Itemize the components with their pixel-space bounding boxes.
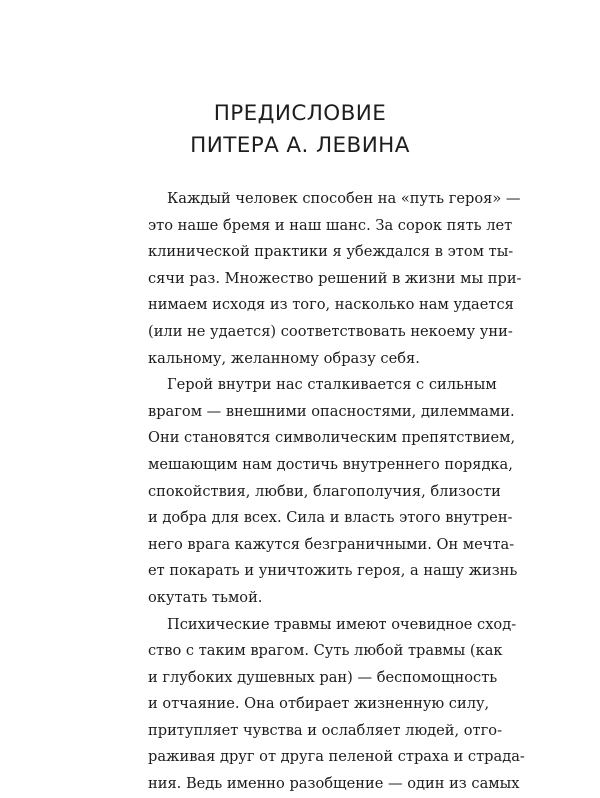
paragraph-2-line: Герой внутри нас сталкивается с сильным <box>167 376 497 394</box>
paragraph-2-line: мешающим нам достичь внутреннего порядка, <box>148 455 513 473</box>
paragraph-2-line: него врага кажутся безграничными. Он мечта- <box>148 535 515 553</box>
paragraph-2-line: окутать тьмой. <box>148 588 263 606</box>
paragraph-2-line: Они становятся символическим препятствием, <box>148 429 516 447</box>
chapter-title-line-1: ПРЕДИСЛОВИЕ <box>213 101 387 126</box>
paragraph-2-line: ет покарать и уничтожить героя, а нашу жизнь <box>148 562 518 580</box>
paragraph-3-line: раживая друг от друга пеленой страха и страда- <box>148 748 525 766</box>
paragraph-3-line: и отчаяние. Она отбирает жизненную силу, <box>148 695 490 713</box>
paragraph-2-line: спокойствия, любви, благополучия, близости <box>148 482 501 500</box>
paragraph-1-line: (или не удается) соответствовать некоему уни- <box>148 322 513 340</box>
paragraph-1-line: Каждый человек способен на «путь героя» — <box>167 190 521 207</box>
chapter-title-line-2: ПИТЕРА А. ЛЕВИНА <box>190 133 410 158</box>
paragraph-2-line: и добра для всех. Сила и власть этого внутрен- <box>148 509 513 527</box>
paragraph-3-line: притупляет чувства и ослабляет людей, отго- <box>148 721 502 739</box>
body-text <box>148 186 525 798</box>
paragraph-1-line: кальному, желанному образу себя. <box>148 349 420 367</box>
paragraph-1-line: клинической практики я убеждался в этом ты- <box>148 243 514 261</box>
paragraph-3-line: Психические травмы имеют очевидное сход- <box>167 615 517 633</box>
paragraph-3-line: ния. Ведь именно разобщение — один из самых <box>148 775 520 793</box>
paragraph-3-line: ство с таким врагом. Суть любой травмы (как <box>148 642 503 660</box>
paragraph-1-line: это наше бремя и наш шанс. За сорок пять лет <box>148 216 513 234</box>
paragraph-1-line: нимаем исходя из того, насколько нам удается <box>148 296 514 314</box>
chapter-title <box>0 98 600 162</box>
paragraph-1-line: сячи раз. Множество решений в жизни мы при- <box>148 269 522 287</box>
paragraph-3-line: и глубоких душевных ран) — беспомощность <box>148 668 498 686</box>
paragraph-2-line: врагом — внешними опасностями, дилеммами. <box>148 402 515 420</box>
